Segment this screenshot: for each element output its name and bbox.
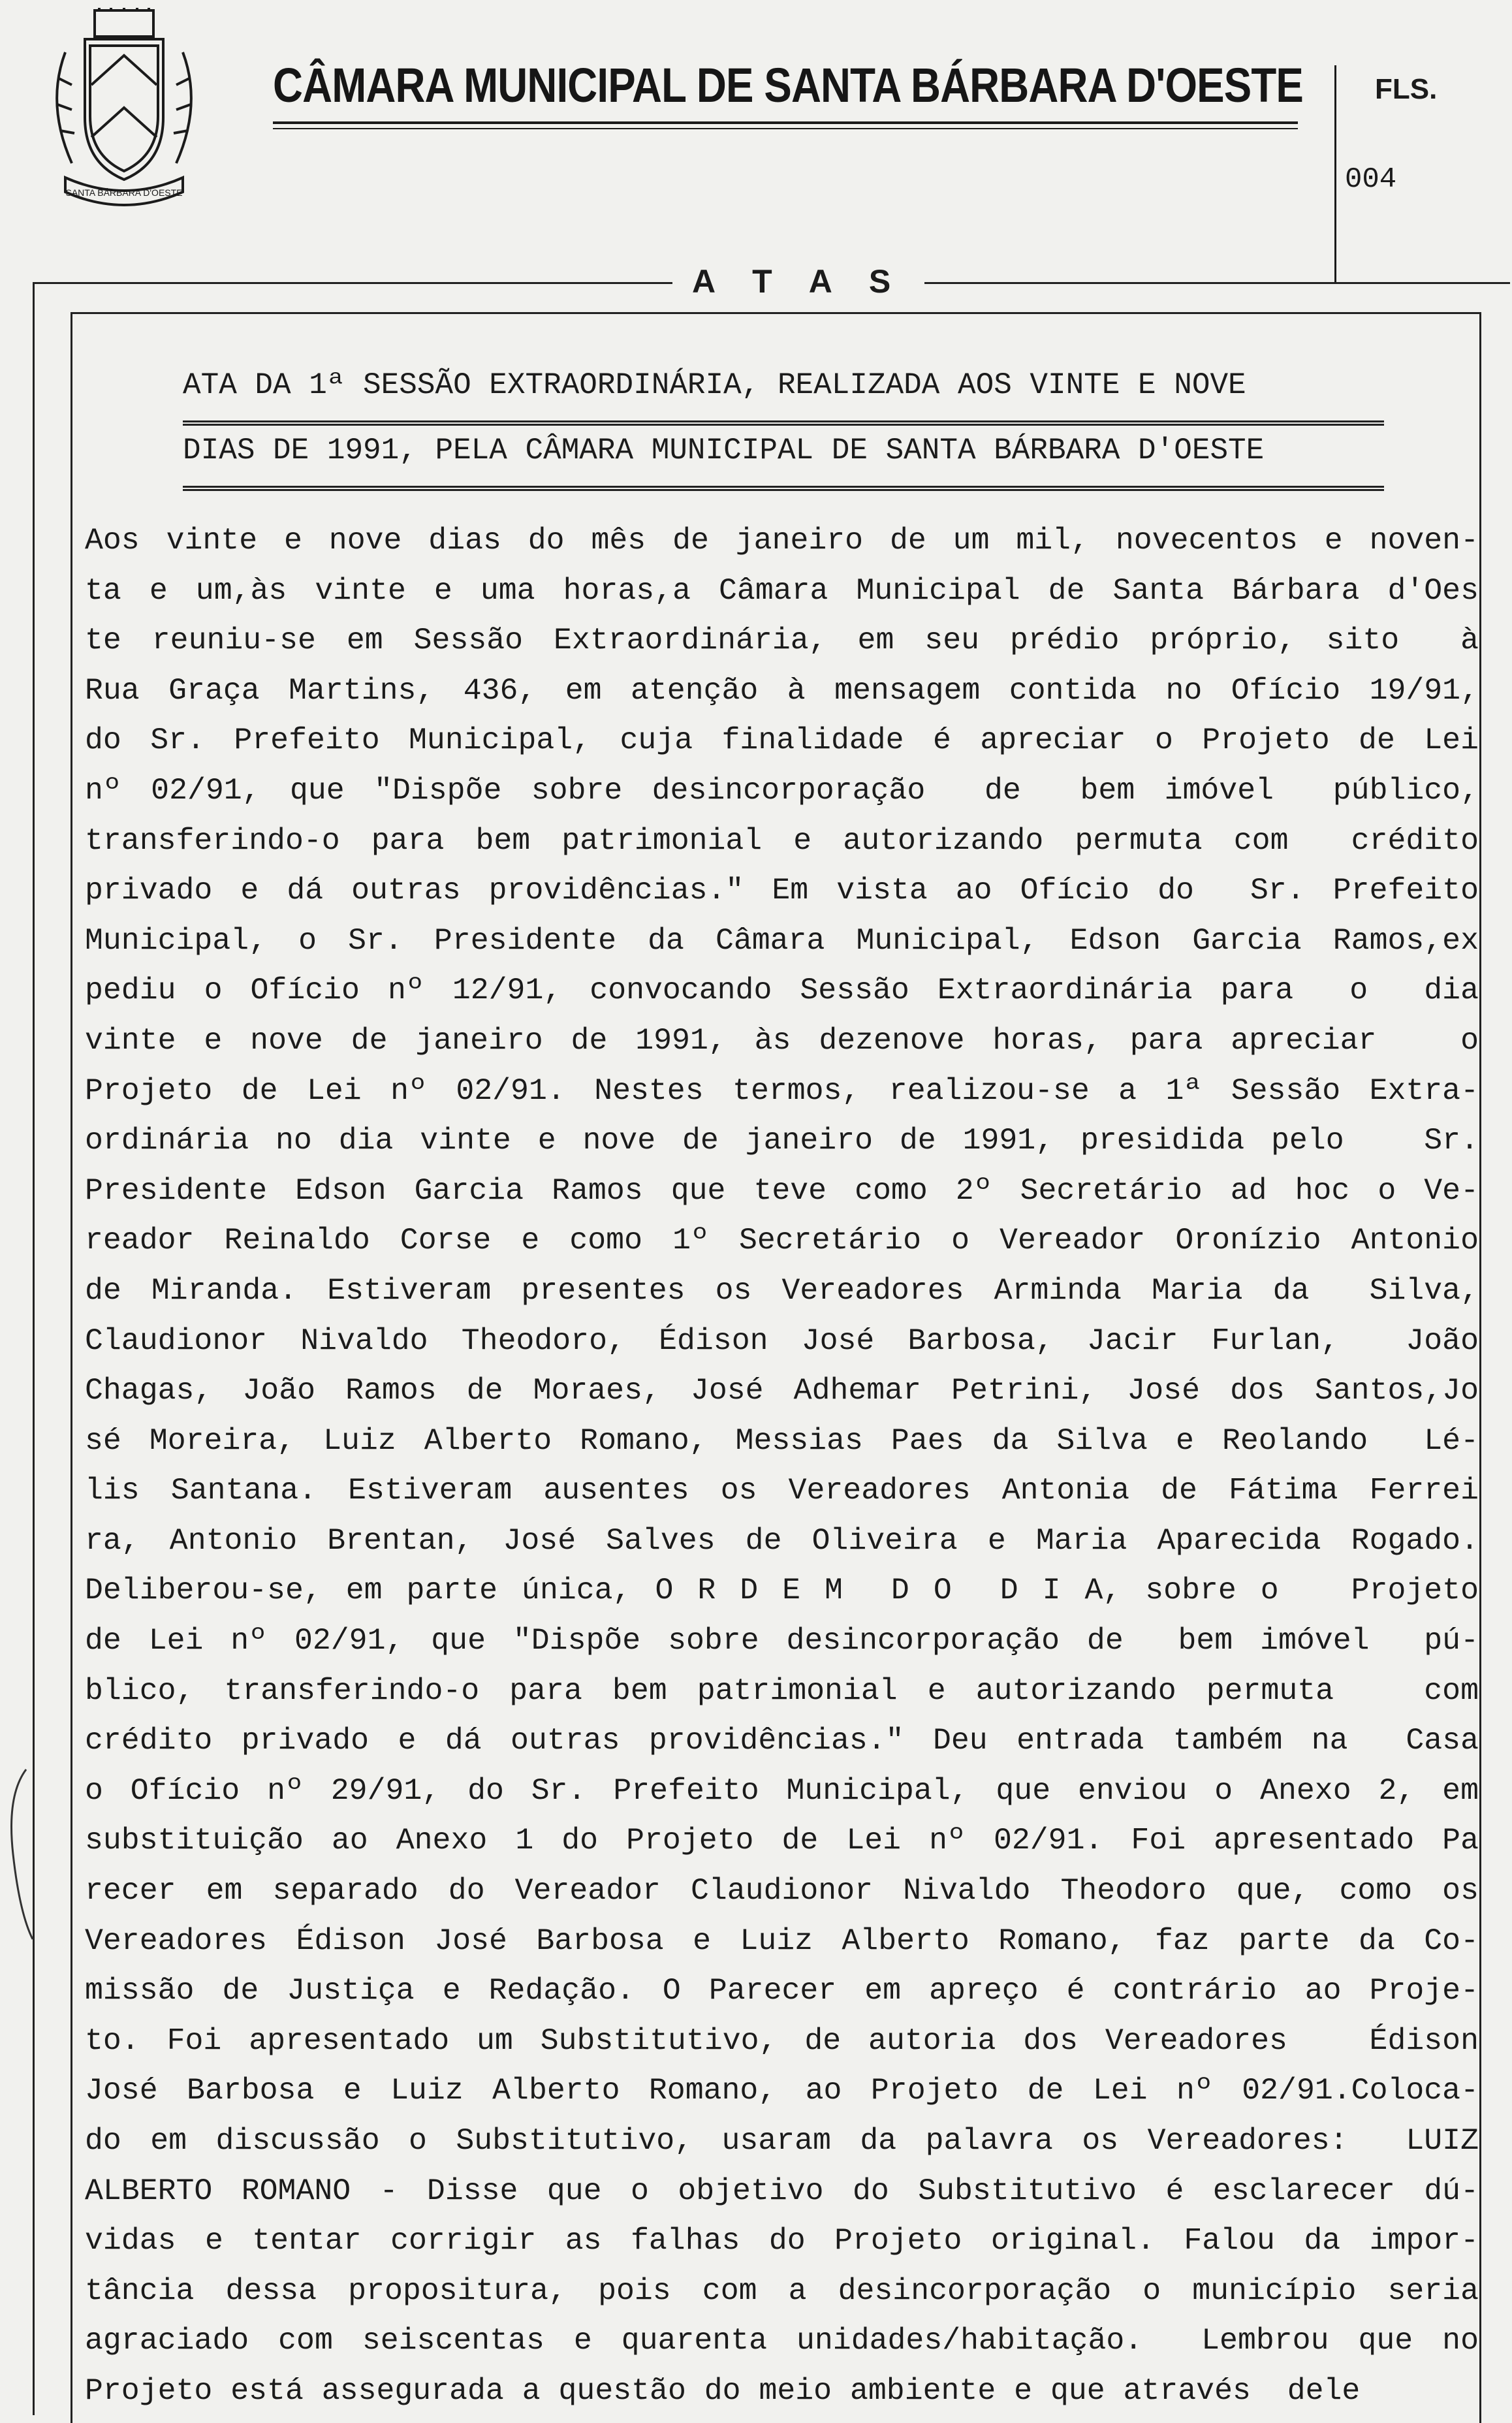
folio-divider bbox=[1334, 65, 1336, 284]
body-line: Aos vinte e nove dias do mês de janeiro de um mil, novecentos e noven- bbox=[85, 523, 1479, 558]
body-line: Claudionor Nivaldo Theodoro, Édison José Barbosa, Jacir Furlan, João bbox=[85, 1323, 1479, 1358]
body-line: Presidente Edson Garcia Ramos que teve como 2º Secretário ad hoc o Ve- bbox=[85, 1173, 1479, 1208]
fls-label: FLS. bbox=[1375, 73, 1438, 105]
title-line: DIAS DE 1991, PELA CÂMARA MUNICIPAL DE SANTA BÁRBARA D'OESTE bbox=[183, 431, 1384, 491]
body-line: agraciado com seiscentas e quarenta unidades/habitação. Lembrou que no bbox=[85, 2323, 1479, 2358]
header-rule bbox=[273, 121, 1298, 124]
title-line: ATA DA 1ª SESSÃO EXTRAORDINÁRIA, REALIZADA AOS VINTE E NOVE bbox=[183, 366, 1384, 426]
municipal-crest-icon bbox=[39, 7, 209, 215]
body-line: José Barbosa e Luiz Alberto Romano, ao Projeto de Lei nº 02/91.Coloca- bbox=[85, 2073, 1479, 2108]
body-line: Projeto está assegurada a questão do meio ambiente e que através dele bbox=[85, 2373, 1361, 2408]
body-line: ordinária no dia vinte e nove de janeiro de 1991, presidida pelo Sr. bbox=[85, 1123, 1479, 1158]
body-line: Municipal, o Sr. Presidente da Câmara Municipal, Edson Garcia Ramos,ex bbox=[85, 923, 1479, 958]
body-line: missão de Justiça e Redação. O Parecer em apreço é contrário ao Proje- bbox=[85, 1973, 1479, 2008]
body-line: Projeto de Lei nº 02/91. Nestes termos, realizou-se a 1ª Sessão Extra- bbox=[85, 1073, 1479, 1108]
section-label: A T A S bbox=[672, 262, 924, 300]
body-line: substituição ao Anexo 1 do Projeto de Lei nº 02/91. Foi apresentado Pa bbox=[85, 1823, 1479, 1858]
body-line: Rua Graça Martins, 436, em atenção à mensagem contida no Ofício 19/91, bbox=[85, 673, 1479, 708]
body-line: tância dessa propositura, pois com a desincorporação o município seria bbox=[85, 2273, 1479, 2308]
body-line: de Lei nº 02/91, que "Dispõe sobre desincorporação de bem imóvel pú- bbox=[85, 1623, 1479, 1658]
body-line: ALBERTO ROMANO - Disse que o objetivo do Substitutivo é esclarecer dú- bbox=[85, 2173, 1479, 2208]
body-line: de Miranda. Estiveram presentes os Vereadores Arminda Maria da Silva, bbox=[85, 1273, 1479, 1308]
body-line: do em discussão o Substitutivo, usaram da palavra os Vereadores: LUIZ bbox=[85, 2123, 1479, 2158]
body-line: pediu o Ofício nº 12/91, convocando Sessão Extraordinária para o dia bbox=[85, 973, 1479, 1008]
body-line: blico, transferindo-o para bem patrimonial e autorizando permuta com bbox=[85, 1673, 1479, 1708]
body-line: lis Santana. Estiveram ausentes os Vereadores Antonia de Fátima Ferrei bbox=[85, 1473, 1479, 1508]
body-line: transferindo-o para bem patrimonial e autorizando permuta com crédito bbox=[85, 823, 1479, 858]
body-line: vinte e nove de janeiro de 1991, às dezenove horas, para apreciar o bbox=[85, 1022, 1479, 1058]
folio-number: 004 bbox=[1345, 163, 1397, 196]
body-line: recer em separado do Vereador Claudionor Nivaldo Theodoro que, como os bbox=[85, 1873, 1479, 1908]
body-line: crédito privado e dá outras providências." Deu entrada também na Casa bbox=[85, 1723, 1479, 1758]
body-line: ta e um,às vinte e uma horas,a Câmara Municipal de Santa Bárbara d'Oes bbox=[85, 573, 1479, 608]
header-rule-thin bbox=[273, 128, 1298, 129]
body-line: Vereadores Édison José Barbosa e Luiz Alberto Romano, faz parte da Co- bbox=[85, 1923, 1479, 1958]
minutes-body bbox=[85, 516, 1479, 2416]
minutes-title bbox=[183, 366, 1384, 496]
body-line: do Sr. Prefeito Municipal, cuja finalidade é apreciar o Projeto de Lei bbox=[85, 723, 1479, 758]
body-line: o Ofício nº 29/91, do Sr. Prefeito Municipal, que enviou o Anexo 2, em bbox=[85, 1773, 1479, 1808]
body-line: nº 02/91, que "Dispõe sobre desincorporação de bem imóvel público, bbox=[85, 772, 1479, 808]
body-line: ra, Antonio Brentan, José Salves de Oliveira e Maria Aparecida Rogado. bbox=[85, 1523, 1479, 1558]
body-line: Chagas, João Ramos de Moraes, José Adhemar Petrini, José dos Santos,Jo bbox=[85, 1373, 1479, 1408]
margin-bracket-mark bbox=[0, 1763, 39, 1946]
body-line: privado e dá outras providências." Em vista ao Ofício do Sr. Prefeito bbox=[85, 873, 1479, 908]
crest-motto: SANTA BÁRBARA D'OESTE bbox=[65, 187, 183, 198]
body-line: Deliberou-se, em parte única, O R D E M D O D I A, sobre o Projeto bbox=[85, 1573, 1479, 1608]
body-line: sé Moreira, Luiz Alberto Romano, Messias Paes da Silva e Reolando Lé- bbox=[85, 1423, 1479, 1458]
body-line: to. Foi apresentado um Substitutivo, de autoria dos Vereadores Édison bbox=[85, 2023, 1479, 2058]
body-line: reador Reinaldo Corse e como 1º Secretário o Vereador Oronízio Antonio bbox=[85, 1223, 1479, 1258]
body-line: te reuniu-se em Sessão Extraordinária, em seu prédio próprio, sito à bbox=[85, 623, 1479, 658]
chamber-name: CÂMARA MUNICIPAL DE SANTA BÁRBARA D'OESTE bbox=[273, 58, 1303, 112]
body-line: vidas e tentar corrigir as falhas do Projeto original. Falou da impor- bbox=[85, 2223, 1479, 2258]
